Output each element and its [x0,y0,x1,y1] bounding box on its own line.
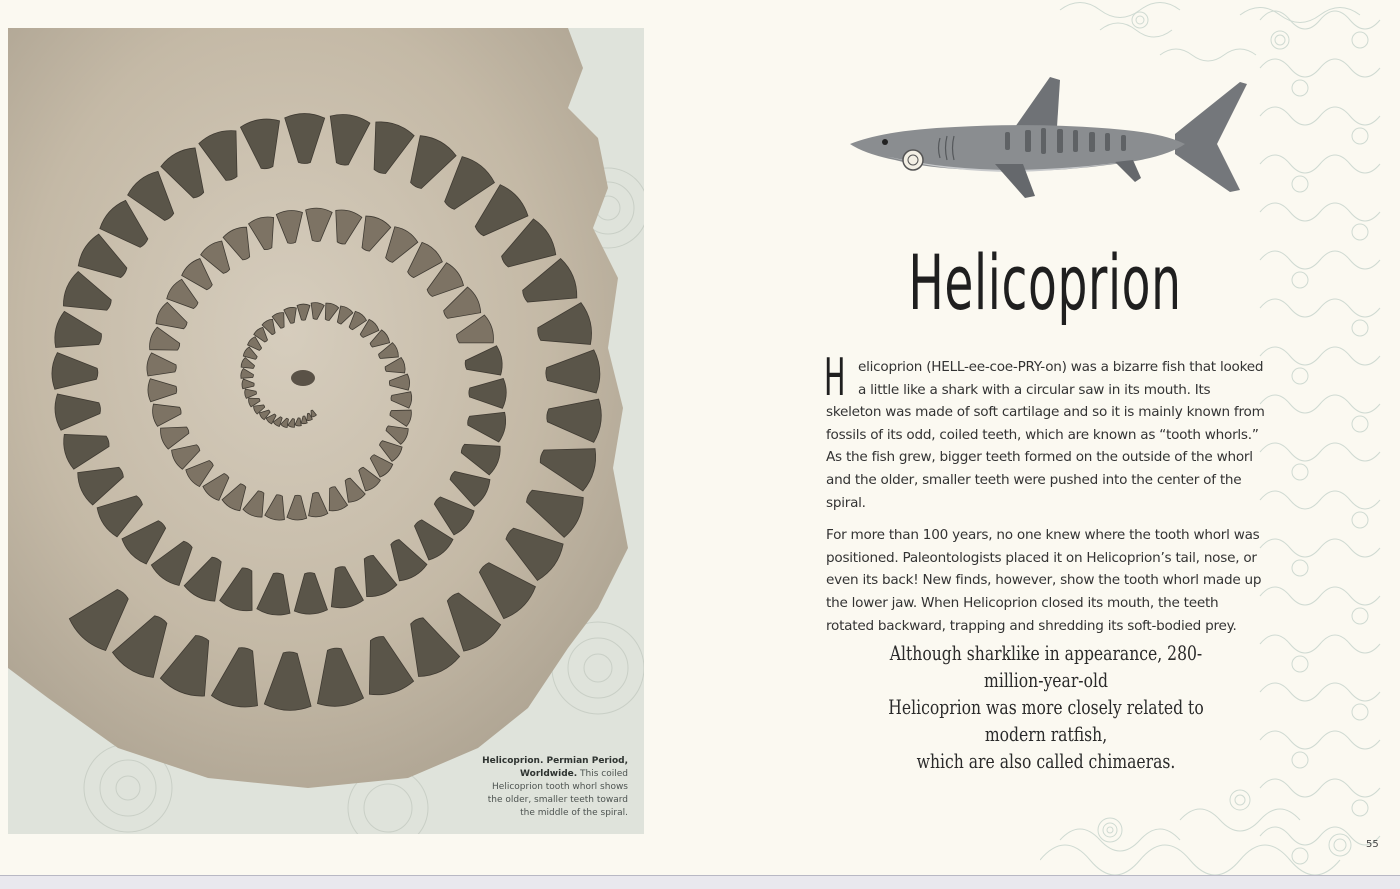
wave-curl [1292,368,1308,384]
pull-quote-line: Although sharklike in appearance, 280-million-year-old [889,641,1203,692]
wave-curl [1352,608,1368,624]
wave-curl [1352,32,1368,48]
wave-curl [1292,176,1308,192]
wave-line [1260,683,1380,701]
wave-curl [1352,320,1368,336]
pull-quote-line: Helicoprion was more closely related to modern ratfish, [888,695,1204,746]
fossil-photo-plate [8,28,644,834]
wave-line [1260,107,1380,125]
viewer-bottom-strip [0,875,1400,889]
page-title: Helicoprion [908,238,1182,327]
wave-curl [1292,560,1308,576]
wave-curl [1292,656,1308,672]
wave-curl [1352,224,1368,240]
paragraph-1 [824,348,1266,514]
wave-curl [1292,80,1308,96]
wave-line [1260,251,1380,269]
wave-curl [1352,128,1368,144]
wave-line [1260,203,1380,221]
wave-curl [1352,512,1368,528]
helicoprion-illustration [845,72,1255,212]
photo-caption [478,755,628,820]
wave-line [1260,395,1380,413]
caption-title-line2: Worldwide. [520,769,578,779]
wave-line [1260,443,1380,461]
caption-title-line1: Helicoprion. Permian Period, [482,756,628,766]
tooth-whorl-fossil-image [8,28,644,834]
paragraph-1-text: elicoprion (HELL-ee-coe-PRY-on) was a bizarre fish that looked a little like a shark with a circular saw in its mouth. Its skeleton was made of soft cartilage and so it is mainly known from fossils of its odd, coiled teeth, which are known as “tooth whorls.” As the fish grew, bigger teeth formed on the outside of the whorl and the older, smaller teeth were pushed into the center of the spiral. [826,359,1265,511]
caption-text-line: Helicoprion tooth whorl shows [492,782,628,792]
pull-quote [826,640,1266,775]
wave-line [1260,587,1380,605]
pull-quote-line: which are also called chimaeras. [916,749,1176,773]
wave-curl [1292,464,1308,480]
wave-curl [1352,416,1368,432]
wave-line [1260,59,1380,77]
wave-line [1260,491,1380,509]
caption-text-line: the middle of the spiral. [520,808,628,818]
caption-text-line: the older, smaller teeth toward [487,795,628,805]
wave-line [1260,731,1380,749]
wave-line [1260,347,1380,365]
wave-curl [1352,704,1368,720]
wave-line [1260,11,1380,29]
body-text [824,348,1266,647]
wave-pattern-bottom-decoration [1040,760,1400,875]
drop-cap: H [824,348,846,408]
caption-text-first: This coiled [577,769,628,779]
wave-curl [1292,272,1308,288]
wave-line [1260,299,1380,317]
wave-line [1260,155,1380,173]
wave-line [1260,539,1380,557]
paragraph-2: For more than 100 years, no one knew where the tooth whorl was positioned. Paleontologists placed it on Helicoprion’s tail, nose, or even its back! New finds, however, show the tooth whorl made up the lower jaw. When Helicoprion closed its mouth, the teeth rotated backward, trapping and shredding its soft-bodied prey. [826,527,1262,634]
page-number: 55 [1366,839,1379,850]
wave-line [1260,635,1380,653]
